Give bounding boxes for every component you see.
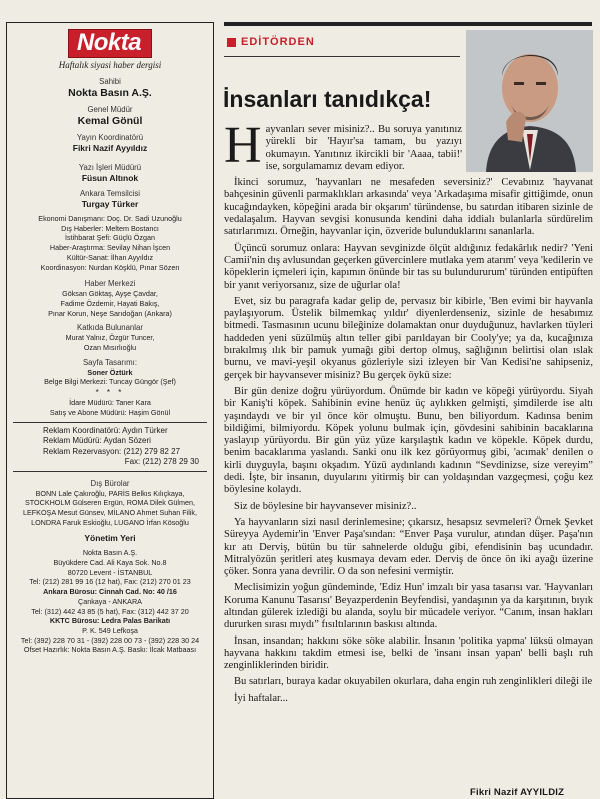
stars-divider: * * * bbox=[95, 388, 125, 398]
ad-mgr: Reklam Müdürü: Aydan Sözeri bbox=[43, 436, 151, 446]
design-label: Sayfa Tasarımı: bbox=[82, 357, 138, 367]
bureau-line: BONN Lale Çakıroğlu, PARİS Belkıs Kılıçkaya, bbox=[35, 488, 185, 498]
hq-line: 80720 Levent - İSTANBUL bbox=[67, 567, 153, 577]
paragraph: Evet, siz bu paragrafa kadar gelip de, pervasız bir kibirle, 'Ben evimi bir hayvanla paylaşıyorum. Üstelik bilmemkaç yıldır' diyenlerdenseniz, sizinle de hesabımız bitmedi. Tasmasının ucunu bileğinize dolamaktan onur duyduğunuz, havlarken tüyleri haddeden yeni süzülmüş altın teller gibi parıldayan bir Cooly'ye; ya da, kucağınıza bırakılmış ılık bir pamuk yumağı gibi dertop olmuş, sağlığının belirtisi olan ıslak burnu, ve mavi-yeşil okyanus gözleriyle sizi izleyen bir Van Kedisi'ne sahipseniz, gerçek bir hayvansever misiniz? Bu gerçek öykü size: bbox=[224, 295, 593, 381]
staff-line: Haber-Araştırma: Sevilay Nihan İşcen bbox=[49, 243, 171, 253]
hq-line: Nokta Basın A.Ş. bbox=[82, 548, 138, 558]
paragraph: Meclisimizin yoğun gündeminde, 'Ediz Hun' imzalı bir yasa tasarısı var. 'Hayvanları Koruma Kanunu Tasarısı' Beyazperdenin Beyfendisi, yandaşının ya da karşıtının, bıyık altından gülerek izlediği bu alanda, soylu bir mücadele veriyor. “Canım, insan hakları dururken sırası mıydı” fısıltılarının baskısı altında. bbox=[224, 582, 593, 631]
staff-line: Ekonomi Danışmanı: Doç. Dr. Sadi Uzunoğlu bbox=[38, 214, 182, 223]
kktc-bureau: KKTC Bürosu: Ledra Palas Barikatı bbox=[49, 616, 171, 626]
paragraph-text: ayvanları sever misiniz?.. Bu soruya yanıtınız yürekli bir 'Hayır'sa tamam, bu yazıyı okumayın. Yanıtınız ikircikli bir 'Aaaa, tabii!' ise, sorgulamamız devam ediyor. bbox=[265, 124, 462, 172]
ad-fax: Fax: (212) 278 29 30 bbox=[124, 457, 199, 467]
news-center-line: Pınar Korun, Neşe Sarıdoğan (Ankara) bbox=[48, 308, 172, 318]
paragraph: Bir gün denize doğru yürüyordum. Önümde bir kadın ve köpeği yürüyordu. Siyah bir Kaniş'ti köpek. Sahibinin evine henüz üç aylıkken gelmişti, şimdilerde ise altı yaşındaydı ve bir yıl önce kör olmuştu. Bunu, ben biliyordum. Kadınsa benim bildiğimi, bilmiyordu. Köpek yolunu bulmak için, gövdesini sahibinin bacaklarına yaslayıp yürüyordu. Bir gün yüz yüze karşılaştık kadın ve köpekle. Köpek durdu, benim bacaklarıma yaslandı. Sanki onu ilk kez görüyormuş gibi, 'acımak' denilen o kirli duyguyla, başını okşadım. Yüzü aydınlandı kadının “Sevdinizse, size vereyim” dedi. İşte, bir insanın, duyularını yitirmiş bir can yoldaşından vazgeçmesi, çoğu kez böylesine kolaydı. bbox=[224, 385, 593, 496]
print-info: Ofset Hazırlık: Nokta Basın A.Ş. Baskı: İlcak Matbaası bbox=[23, 645, 197, 655]
paragraph: İnsan, insandan; hakkını söke söke alabilir. İnsanın 'politika yapma' lüksü olmayan hayvana hakkını takdim etmesi ise, belki de 'insanı insan yapan' belli başlı ruh zenginliklerinden biridir. bbox=[224, 635, 593, 672]
editor-label: Yazı İşleri Müdürü bbox=[78, 163, 142, 172]
coord-label: Yayın Koordinatörü bbox=[76, 133, 144, 142]
coord: Fikri Nazif Ayyıldız bbox=[72, 143, 148, 153]
contrib-line: Ozan Mısırlıoğlu bbox=[83, 343, 137, 353]
ankara-rep-label: Ankara Temsilcisi bbox=[79, 189, 141, 198]
author-signature: Fikri Nazif AYYILDIZ bbox=[470, 787, 565, 798]
top-rule bbox=[224, 22, 592, 26]
contrib-label: Katkıda Bulunanlar bbox=[77, 323, 143, 333]
section-label: EDİTÖRDEN bbox=[241, 36, 315, 48]
ankara-city: Çankaya - ANKARA bbox=[78, 596, 142, 606]
kktc-tel: Tel: (392) 228 70 31 - (392) 228 00 73 - (392) 228 30 24 bbox=[20, 635, 200, 645]
paragraph bbox=[224, 124, 462, 173]
hq-label: Yönetim Yeri bbox=[84, 533, 136, 544]
news-center-line: Göksan Göktaş, Ayşe Çavdar, bbox=[62, 289, 158, 299]
sales: Satış ve Abone Müdürü: Haşim Gönül bbox=[49, 407, 171, 417]
paragraph: Üçüncü sorumuz onlara: Hayvan sevginizde ölçüt aldığınız fedakârlık nedir? 'Yeni Camii'nin dış avlusundan geçerken güvercinlere mutlaka yem atarım' veya 'kedilerin ve köpeklerin içmeleri için, kapımın önünde bir tas su bulundururum' türünden entipüften bir yanıt veriyorsanız, size de uğurlar ola! bbox=[224, 242, 593, 291]
nokta-logo: Nokta bbox=[68, 29, 152, 58]
bureaus-label: Dış Bürolar bbox=[90, 478, 130, 488]
header-rule bbox=[224, 56, 460, 57]
tagline: Haftalık siyasi haber dergisi bbox=[58, 60, 162, 70]
owner-label: Sahibi bbox=[99, 77, 121, 86]
paragraph: Siz de böylesine bir hayvansever misiniz?.. bbox=[234, 500, 417, 512]
staff-line: Kültür-Sanat: İlhan Ayyıldız bbox=[66, 252, 154, 262]
advertising-box bbox=[13, 422, 207, 472]
bureau-line: LONDRA Faruk Eskioğlu, LUGANO İrfan Kösoğlu bbox=[31, 517, 189, 527]
section-header bbox=[227, 34, 315, 50]
bureau-line: LEFKOŞA Mesut Günsev, MİLANO Ahmet Suhan Filik, bbox=[22, 507, 198, 517]
news-center-label: Haber Merkezi bbox=[84, 279, 136, 289]
headline: İnsanları tanıdıkça! bbox=[223, 86, 432, 112]
gm-label: Genel Müdür bbox=[87, 105, 133, 114]
red-square-icon bbox=[227, 38, 236, 47]
bureau-line: STOCKHOLM Gülseren Ergün, ROMA Dilek Gülmen, bbox=[24, 498, 196, 508]
ad-res: Reklam Rezervasyon: (212) 279 82 27 bbox=[43, 446, 180, 456]
archive: Belge Bilgi Merkezi: Tuncay Güngör (Şef) bbox=[44, 377, 176, 387]
gm: Kemal Gönül bbox=[77, 115, 143, 127]
masthead-box bbox=[6, 22, 214, 799]
paragraph: İkinci sorumuz, 'hayvanları ne mesafeden seversiniz?' Cevabınız 'hayvanat bahçesinin güvenli parmaklıkları arkasında' veya 'Arkadaşıma misafir gittiğimde, onun kucağındayken, köpeğini arada bir okşarım' türündense, bu satırdan itibaren sizinle de vedalaşalım. Hayvan sevgisi konusunda kendini daha iddialı bulanlarla sürdürelim satırlarımızı. Örneğin, hayvanlar için, özveride bulunduklarını sananlarla. bbox=[224, 177, 593, 238]
dropcap: H bbox=[224, 124, 262, 174]
kktc-pk: P. K. 549 Lefkoşa bbox=[82, 625, 138, 635]
paragraph: Bu satırları, buraya kadar okuyabilen okurlara, daha engin ruh zenginlikleri dileği ile bbox=[234, 676, 593, 688]
ankara-rep: Turgay Türker bbox=[81, 199, 139, 209]
owner: Nokta Basın A.Ş. bbox=[68, 87, 152, 99]
news-center-line: Fadime Özdemir, Hayati Bakış, bbox=[60, 298, 160, 308]
article-body bbox=[224, 124, 593, 784]
ankara-tel: Tel: (312) 442 43 85 (5 hat), Fax: (312) 442 37 20 bbox=[31, 606, 189, 616]
staff-line: Koordinasyon: Nurdan Köşklü, Pınar Sözen bbox=[40, 262, 180, 272]
editor: Füsun Altınok bbox=[81, 173, 139, 183]
paragraph: İyi haftalar... bbox=[234, 692, 288, 704]
staff-line: İstihbarat Şefi: Güçlü Özgan bbox=[65, 233, 155, 243]
hq-line: Tel: (212) 281 99 16 (12 hat), Fax: (212) 270 01 23 bbox=[29, 577, 191, 587]
ad-coord: Reklam Koordinatörü: Aydın Türker bbox=[43, 425, 168, 435]
staff-line: Dış Haberler: Meltem Bostancı bbox=[61, 223, 159, 233]
hq-line: Büyükdere Cad. Ali Kaya Sok. No.8 bbox=[53, 558, 167, 568]
contrib-line: Murat Yalnız, Özgür Tuncer, bbox=[65, 333, 155, 343]
ankara-bureau: Ankara Bürosu: Cinnah Cad. No: 40 /16 bbox=[43, 587, 177, 597]
admin: İdare Müdürü: Taner Kara bbox=[69, 398, 151, 408]
design: Soner Öztürk bbox=[87, 367, 133, 377]
paragraph: Ya hayvanların sizi nasıl derinlemesine; çıkarsız, hesapsız sevmeleri? Örnek Şevket Süreyya Aydemir'in 'Enver Paşa'sından: “Enver Paşa vurulur, atından düşer. Paşa'nın kır atı Derviş, bütün bu tür sahnelerde olduğu gibi, efendisinin baş ucundadır. Mitralyözün şeritleri ateş kusmaya devam eder. Derviş de önce ön iki ayağı üzerine çöker. Sonra yana devrilir. O da son nefesini vermiştir. bbox=[224, 516, 593, 578]
